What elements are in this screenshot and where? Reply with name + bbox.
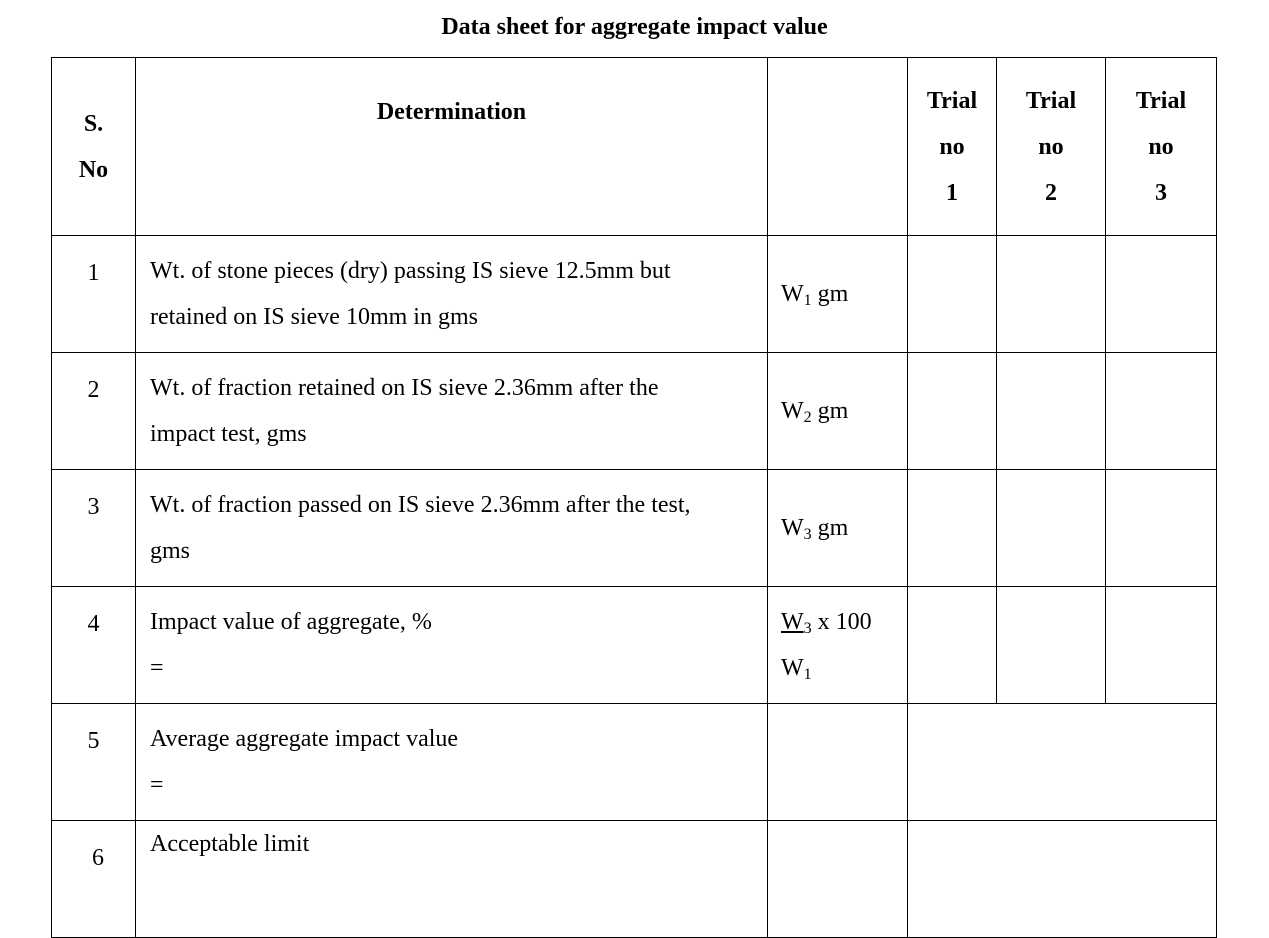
trial-1-cell[interactable]	[908, 470, 997, 587]
row-sno: 1	[52, 236, 136, 353]
trial-3-header: Trial no 3	[1106, 58, 1217, 236]
row-symbol	[768, 704, 908, 821]
row-symbol: $W_3$ gm	[768, 470, 908, 587]
trial-2-cell[interactable]	[997, 236, 1106, 353]
trial-1-cell[interactable]	[908, 587, 997, 704]
trial-3-cell[interactable]	[1106, 587, 1217, 704]
trial-2-cell[interactable]	[997, 353, 1106, 470]
row-sno: 4	[52, 587, 136, 704]
table-row	[52, 704, 1217, 821]
row-symbol: $W_1$ gm	[768, 236, 908, 353]
trial-2-cell[interactable]	[997, 470, 1106, 587]
table-row	[52, 353, 1217, 470]
page-title: Data sheet for aggregate impact value	[441, 14, 828, 40]
average-result-cell[interactable]	[908, 704, 1217, 821]
determination-header: Determination	[136, 58, 768, 236]
sno-header: S. No	[52, 58, 136, 236]
row-determination: Average aggregate impact value =	[136, 704, 768, 821]
row-formula: $W_3$ x 100 $W_1$	[768, 587, 908, 704]
trial-3-cell[interactable]	[1106, 236, 1217, 353]
acceptable-limit-cell[interactable]	[908, 821, 1217, 938]
trial-2-cell[interactable]	[997, 587, 1106, 704]
impact-value-table	[51, 57, 1217, 938]
row-determination: Wt. of fraction passed on IS sieve 2.36mm after the test, gms	[136, 470, 768, 587]
row-symbol: $W_2$ gm	[768, 353, 908, 470]
header-row	[52, 58, 1217, 236]
row-sno: 2	[52, 353, 136, 470]
trial-2-header: Trial no 2	[997, 58, 1106, 236]
row-sno: 6	[52, 821, 136, 938]
table-row	[52, 821, 1217, 938]
row-determination: Acceptable limit	[136, 821, 768, 938]
table-row	[52, 236, 1217, 353]
table-row	[52, 587, 1217, 704]
row-sno: 5	[52, 704, 136, 821]
row-determination: Wt. of stone pieces (dry) passing IS sieve 12.5mm but retained on IS sieve 10mm in gms	[136, 236, 768, 353]
table-row	[52, 470, 1217, 587]
trial-1-cell[interactable]	[908, 236, 997, 353]
row-determination: Impact value of aggregate, % =	[136, 587, 768, 704]
trial-3-cell[interactable]	[1106, 353, 1217, 470]
trial-1-cell[interactable]	[908, 353, 997, 470]
trial-1-header: Trial no 1	[908, 58, 997, 236]
symbol-header	[768, 58, 908, 236]
row-determination: Wt. of fraction retained on IS sieve 2.36mm after the impact test, gms	[136, 353, 768, 470]
trial-3-cell[interactable]	[1106, 470, 1217, 587]
row-symbol	[768, 821, 908, 938]
row-sno: 3	[52, 470, 136, 587]
